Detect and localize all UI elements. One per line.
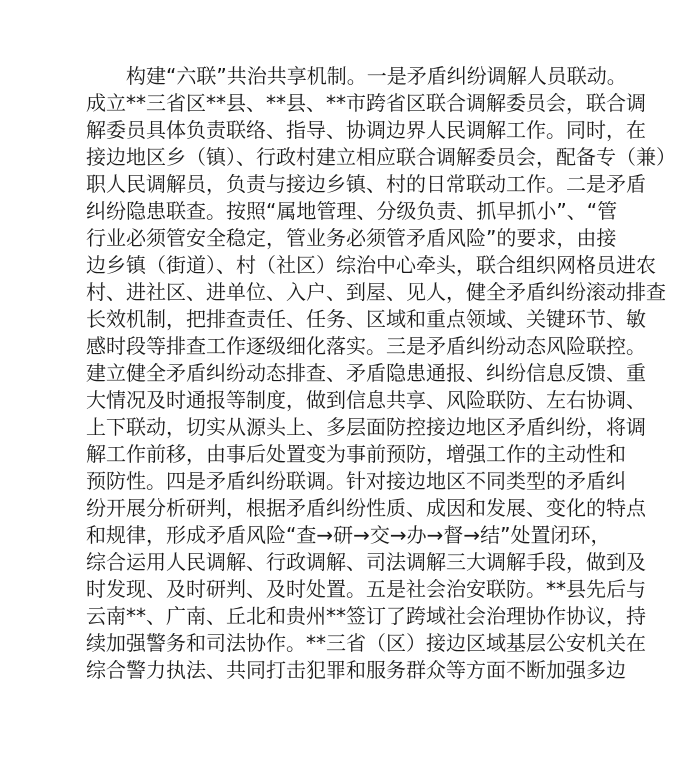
- text-line: 预防性。四是矛盾纠纷联调。针对接边地区不同类型的矛盾纠: [86, 469, 626, 493]
- text-line: 时发现、及时研判、及时处置。五是社会治安联防。**县先后与: [86, 577, 646, 601]
- text-line: 云南**、广南、丘北和贵州**签订了跨域社会治理协作协议，持: [86, 604, 646, 628]
- text-line: 大情况及时通报等制度，做到信息共享、风险联防、左右协调、: [86, 388, 646, 412]
- text-line: 长效机制，把排查责任、任务、区域和重点领域、关键环节、敏: [86, 307, 646, 331]
- text-line: 建立健全矛盾纠纷动态排查、矛盾隐患通报、纠纷信息反馈、重: [86, 361, 646, 385]
- text-line: 解工作前移，由事后处置变为事前预防，增强工作的主动性和: [86, 442, 626, 466]
- text-line: 上下联动，切实从源头上、多层面防控接边地区矛盾纠纷，将调: [86, 415, 646, 439]
- text-line: 边乡镇（街道）、村（社区）综治中心牵头，联合组织网格员进农: [86, 253, 656, 277]
- text-line: 行业必须管安全稳定，管业务必须管矛盾风险”的要求，由接: [86, 226, 617, 250]
- text-line: 纷开展分析研判，根据矛盾纠纷性质、成因和发展、变化的特点: [86, 496, 646, 520]
- text-line: 职人民调解员，负责与接边乡镇、村的日常联动工作。二是矛盾: [86, 172, 646, 196]
- text-line: 接边地区乡（镇）、行政村建立相应联合调解委员会，配备专（兼）: [86, 145, 676, 169]
- text-line: 成立**三省区**县、**县、**市跨省区联合调解委员会，联合调: [86, 91, 646, 115]
- text-line: 村、进社区、进单位、入户、到屋、见人，健全矛盾纠纷滚动排查: [86, 280, 666, 304]
- text-line: 纠纷隐患联查。按照“属地管理、分级负责、抓早抓小”、“管: [86, 199, 618, 223]
- text-line: 和规律，形成矛盾风险“查→研→交→办→督→结”处置闭环，: [86, 523, 611, 547]
- text-line: 构建“六联”共治共享机制。一是矛盾纠纷调解人员联动。: [126, 64, 627, 88]
- text-line: 续加强警务和司法协作。**三省（区）接边区域基层公安机关在: [86, 631, 646, 655]
- text-line: 解委员具体负责联络、指导、协调边界人民调解工作。同时，在: [86, 118, 646, 142]
- text-line: 综合警力执法、共同打击犯罪和服务群众等方面不断加强多边: [86, 658, 626, 682]
- text-line: 综合运用人民调解、行政调解、司法调解三大调解手段，做到及: [86, 550, 646, 574]
- text-line: 感时段等排查工作逐级细化落实。三是矛盾纠纷动态风险联控。: [86, 334, 646, 358]
